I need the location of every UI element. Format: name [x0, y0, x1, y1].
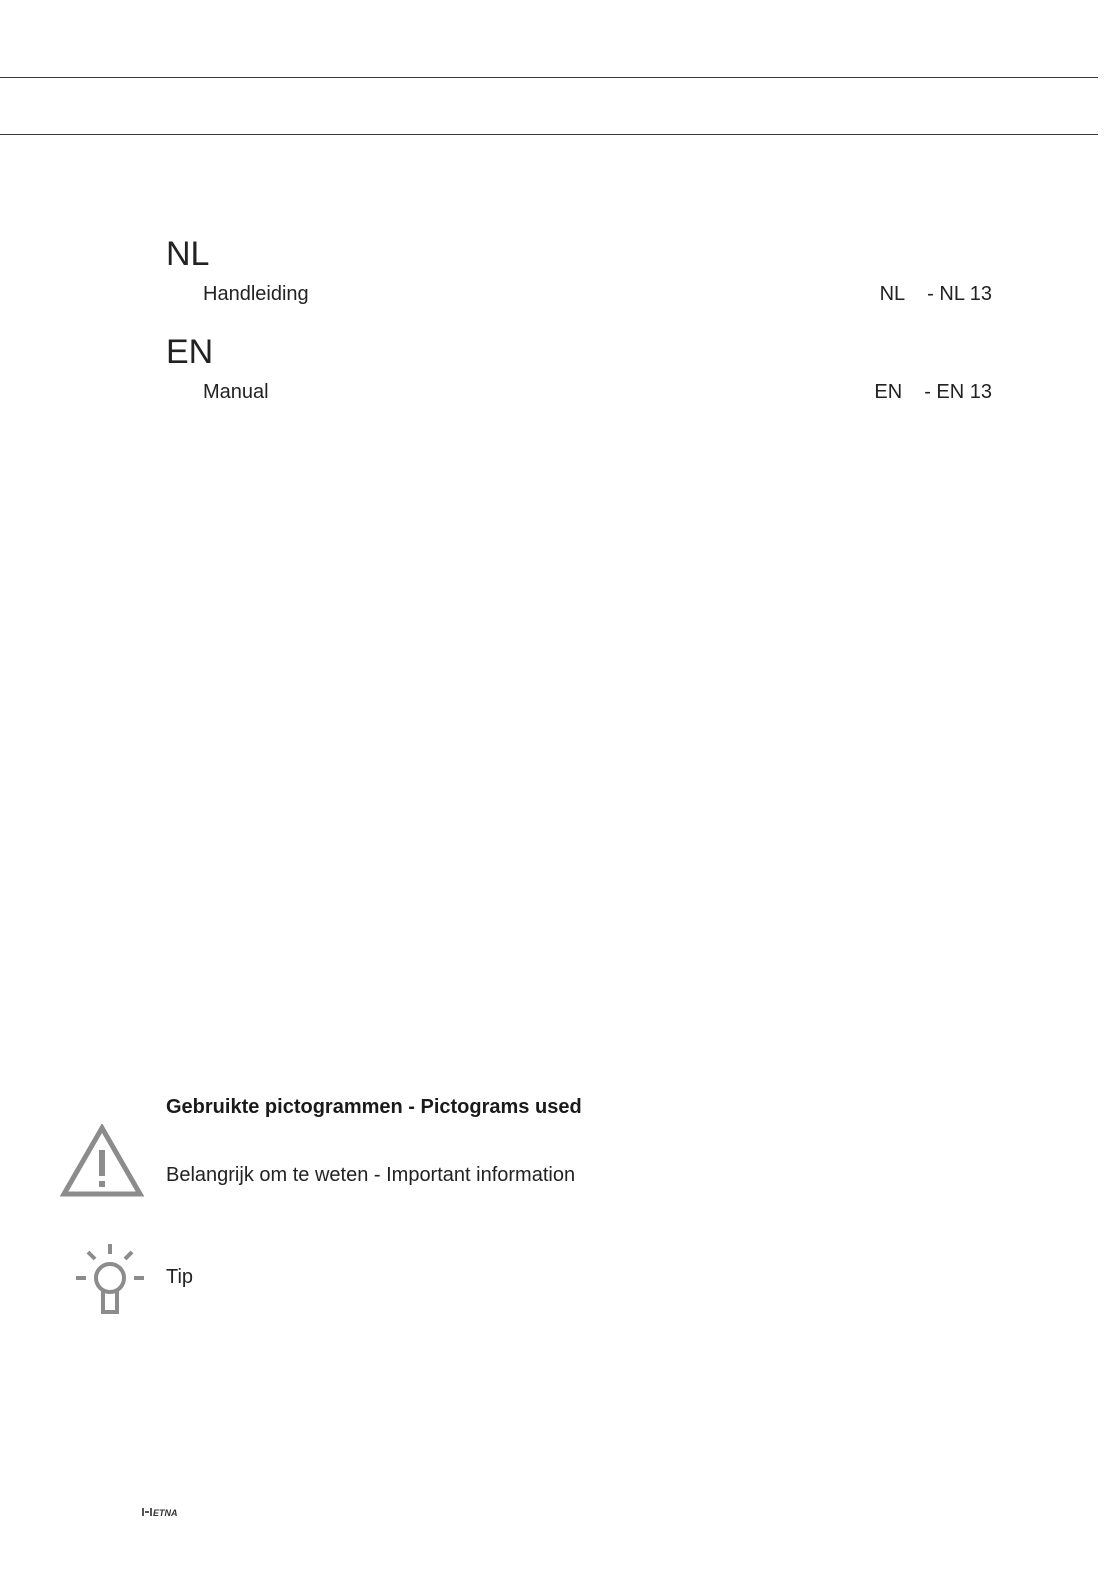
toc-entry[interactable] — [166, 378, 992, 406]
page-range-start: EN — [874, 381, 903, 403]
toc-entry-title: Handleiding — [203, 283, 309, 305]
page-range-end: - EN 13 — [924, 381, 992, 403]
pictogram-label-tip: Tip — [166, 1266, 194, 1288]
toc-entry[interactable] — [166, 280, 992, 308]
pictogram-label-important: Belangrijk om te weten - Important information — [166, 1164, 576, 1186]
language-heading: NL — [166, 235, 210, 273]
toc-entry-pages — [880, 280, 992, 308]
header-rule-bottom — [0, 134, 1098, 135]
page-range-start: NL — [879, 283, 906, 305]
toc-entry-title: Manual — [203, 381, 269, 403]
brand-logo — [142, 1506, 182, 1518]
language-heading: EN — [166, 333, 214, 371]
brand-logo-text: ETNA — [153, 1508, 178, 1518]
lightbulb-icon — [74, 1242, 146, 1318]
toc-entry-pages — [874, 378, 992, 406]
toc-section-nl — [166, 232, 992, 308]
pictograms-heading: Gebruikte pictogrammen - Pictograms used — [166, 1096, 582, 1118]
header-rule-top — [0, 77, 1098, 78]
page-range-end: - NL 13 — [927, 283, 992, 305]
table-of-contents — [166, 232, 992, 428]
warning-triangle-icon — [60, 1124, 144, 1198]
toc-section-en — [166, 330, 992, 406]
